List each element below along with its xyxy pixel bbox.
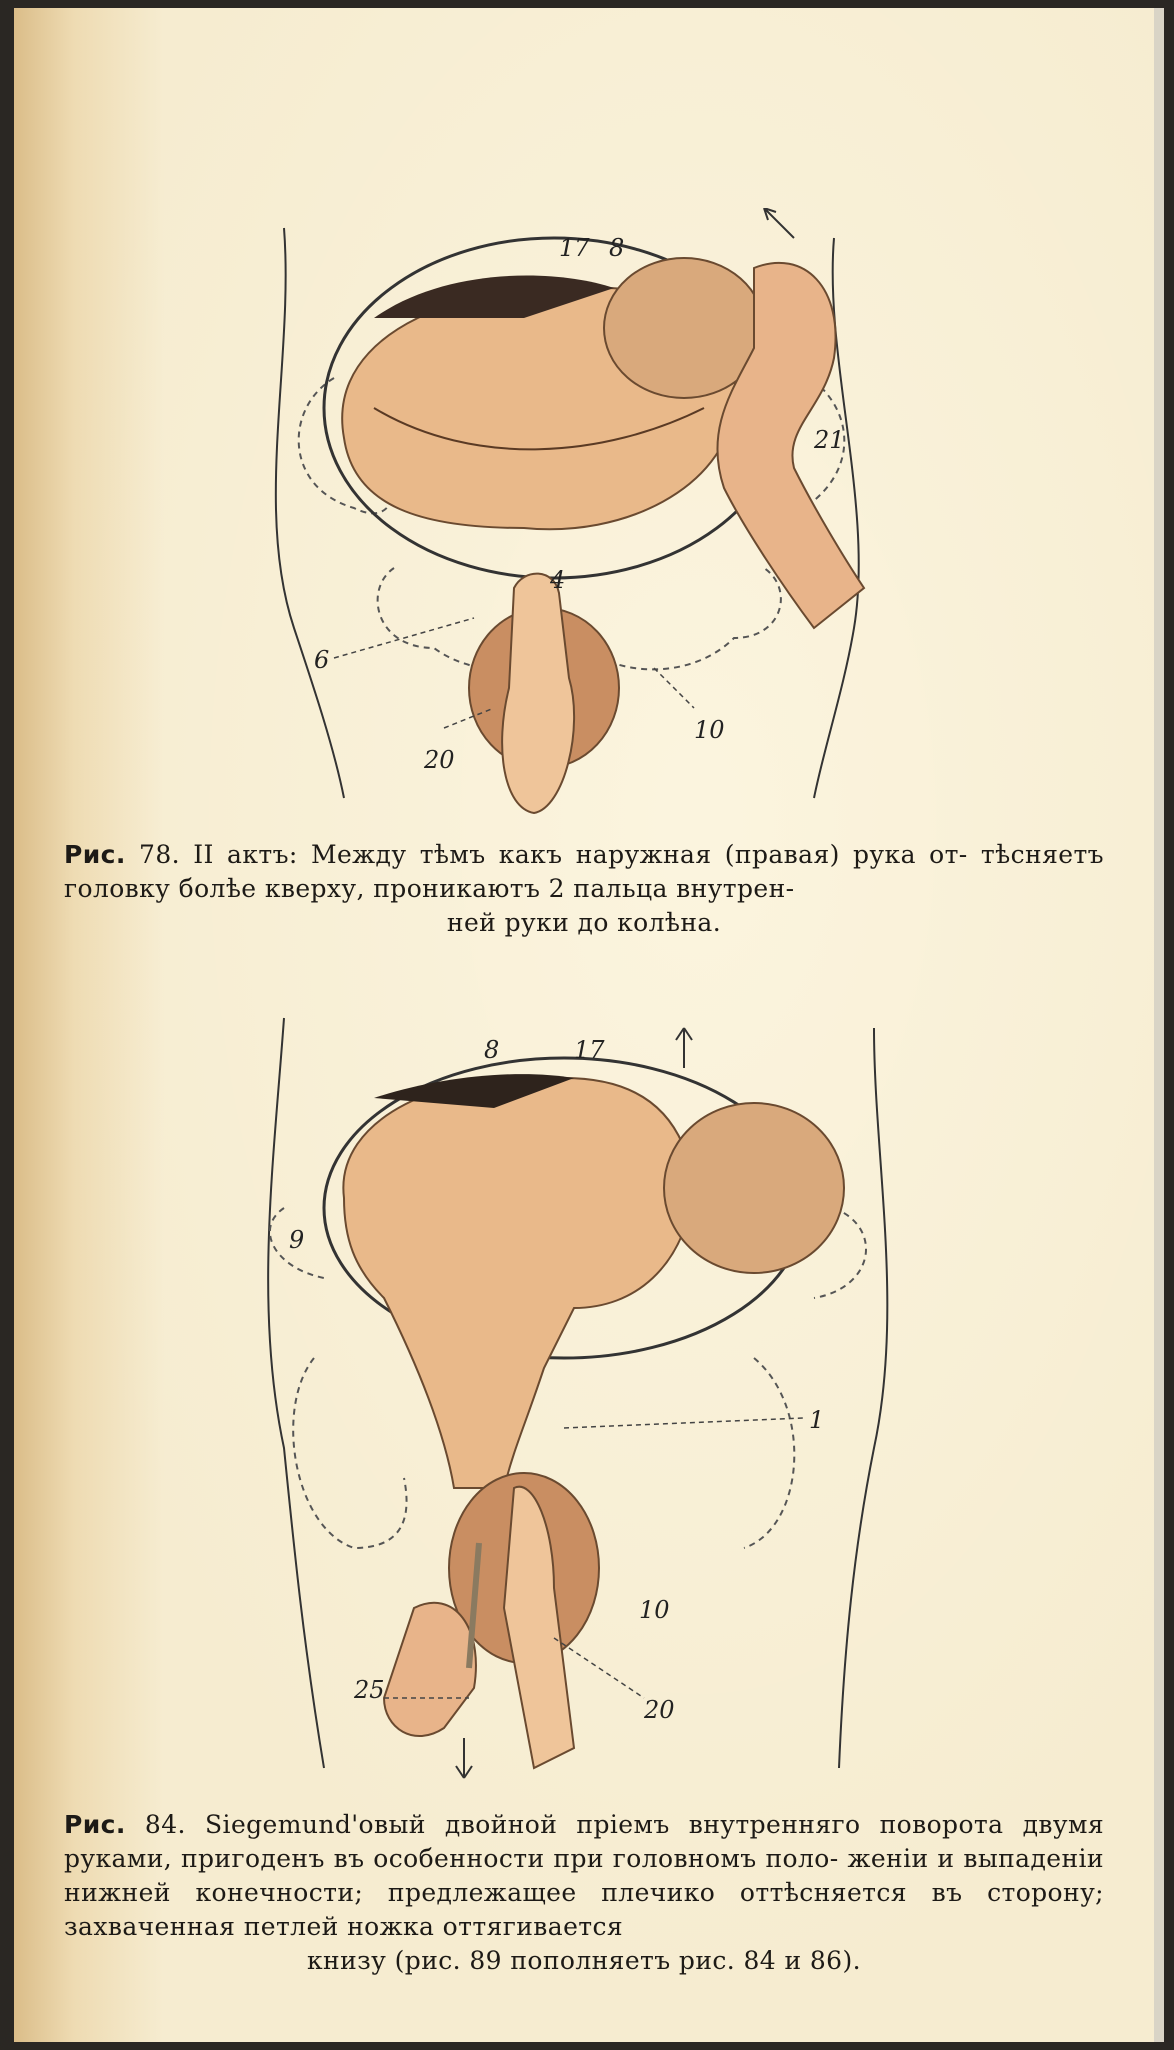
figure-84-drawing bbox=[214, 1008, 954, 1788]
marker-6: 6 bbox=[314, 646, 330, 674]
marker-9: 9 bbox=[289, 1226, 305, 1254]
marker-25: 25 bbox=[354, 1676, 385, 1704]
marker-4: 4 bbox=[550, 566, 566, 594]
caption-line: двумя руками, пригоденъ въ особенности при головномъ поло- bbox=[64, 1810, 1104, 1873]
leader-10 bbox=[654, 668, 694, 708]
operator-hand bbox=[384, 1603, 476, 1736]
direction-arrow bbox=[764, 208, 794, 238]
direction-arrow-down bbox=[456, 1738, 472, 1778]
marker-10: 10 bbox=[694, 716, 725, 744]
marker-17: 17 bbox=[559, 234, 590, 262]
marker-1: 1 bbox=[809, 1406, 825, 1434]
figure-84-illustration bbox=[214, 1008, 954, 1788]
caption-line: тѣсняетъ головку болѣе кверху, проникаютъ 2 пальца внутрен- bbox=[64, 840, 1104, 903]
leader-6 bbox=[334, 618, 474, 658]
marker-8: 8 bbox=[484, 1036, 500, 1064]
figure-84-caption bbox=[64, 1808, 1104, 1978]
marker-20: 20 bbox=[644, 1696, 675, 1724]
figure-number: 78. bbox=[139, 840, 180, 869]
marker-20: 20 bbox=[424, 746, 455, 774]
caption-line: II актъ: Между тѣмъ какъ наружная (правая) рука от- bbox=[193, 840, 968, 869]
figure-number: 84. bbox=[144, 1810, 186, 1839]
marker-21: 21 bbox=[814, 426, 845, 454]
figure-label: Рис. bbox=[64, 840, 126, 869]
figure-78-illustration bbox=[224, 208, 924, 818]
marker-10: 10 bbox=[639, 1596, 670, 1624]
caption-line: оттѣсняется въ сторону; захваченная петлей ножка оттягивается bbox=[64, 1878, 1105, 1941]
body-outline-right bbox=[839, 1028, 887, 1768]
internal-hand bbox=[502, 574, 574, 813]
caption-line: книзу (рис. 89 пополняетъ рис. 84 и 86). bbox=[307, 1946, 861, 1975]
figure-label: Рис. bbox=[64, 1810, 126, 1839]
figure-78-drawing bbox=[224, 208, 924, 818]
marker-8: 8 bbox=[609, 234, 625, 262]
leader-1 bbox=[564, 1418, 804, 1428]
caption-line: женіи и выпаденіи нижней конечности; предлежащее плечико bbox=[64, 1844, 1104, 1907]
direction-arrow-up bbox=[676, 1028, 692, 1068]
caption-line: ней руки до колѣна. bbox=[446, 908, 722, 937]
marker-17: 17 bbox=[574, 1036, 605, 1064]
body-outline-left bbox=[276, 228, 344, 798]
fetus-body bbox=[343, 1077, 694, 1488]
figure-78-caption bbox=[64, 838, 1104, 940]
caption-line: Siegemund'овый двойной пріемъ внутренняго поворота bbox=[205, 1810, 1004, 1839]
fetal-head bbox=[664, 1103, 844, 1273]
body-outline-left bbox=[268, 1018, 324, 1768]
book-page bbox=[14, 8, 1164, 2042]
